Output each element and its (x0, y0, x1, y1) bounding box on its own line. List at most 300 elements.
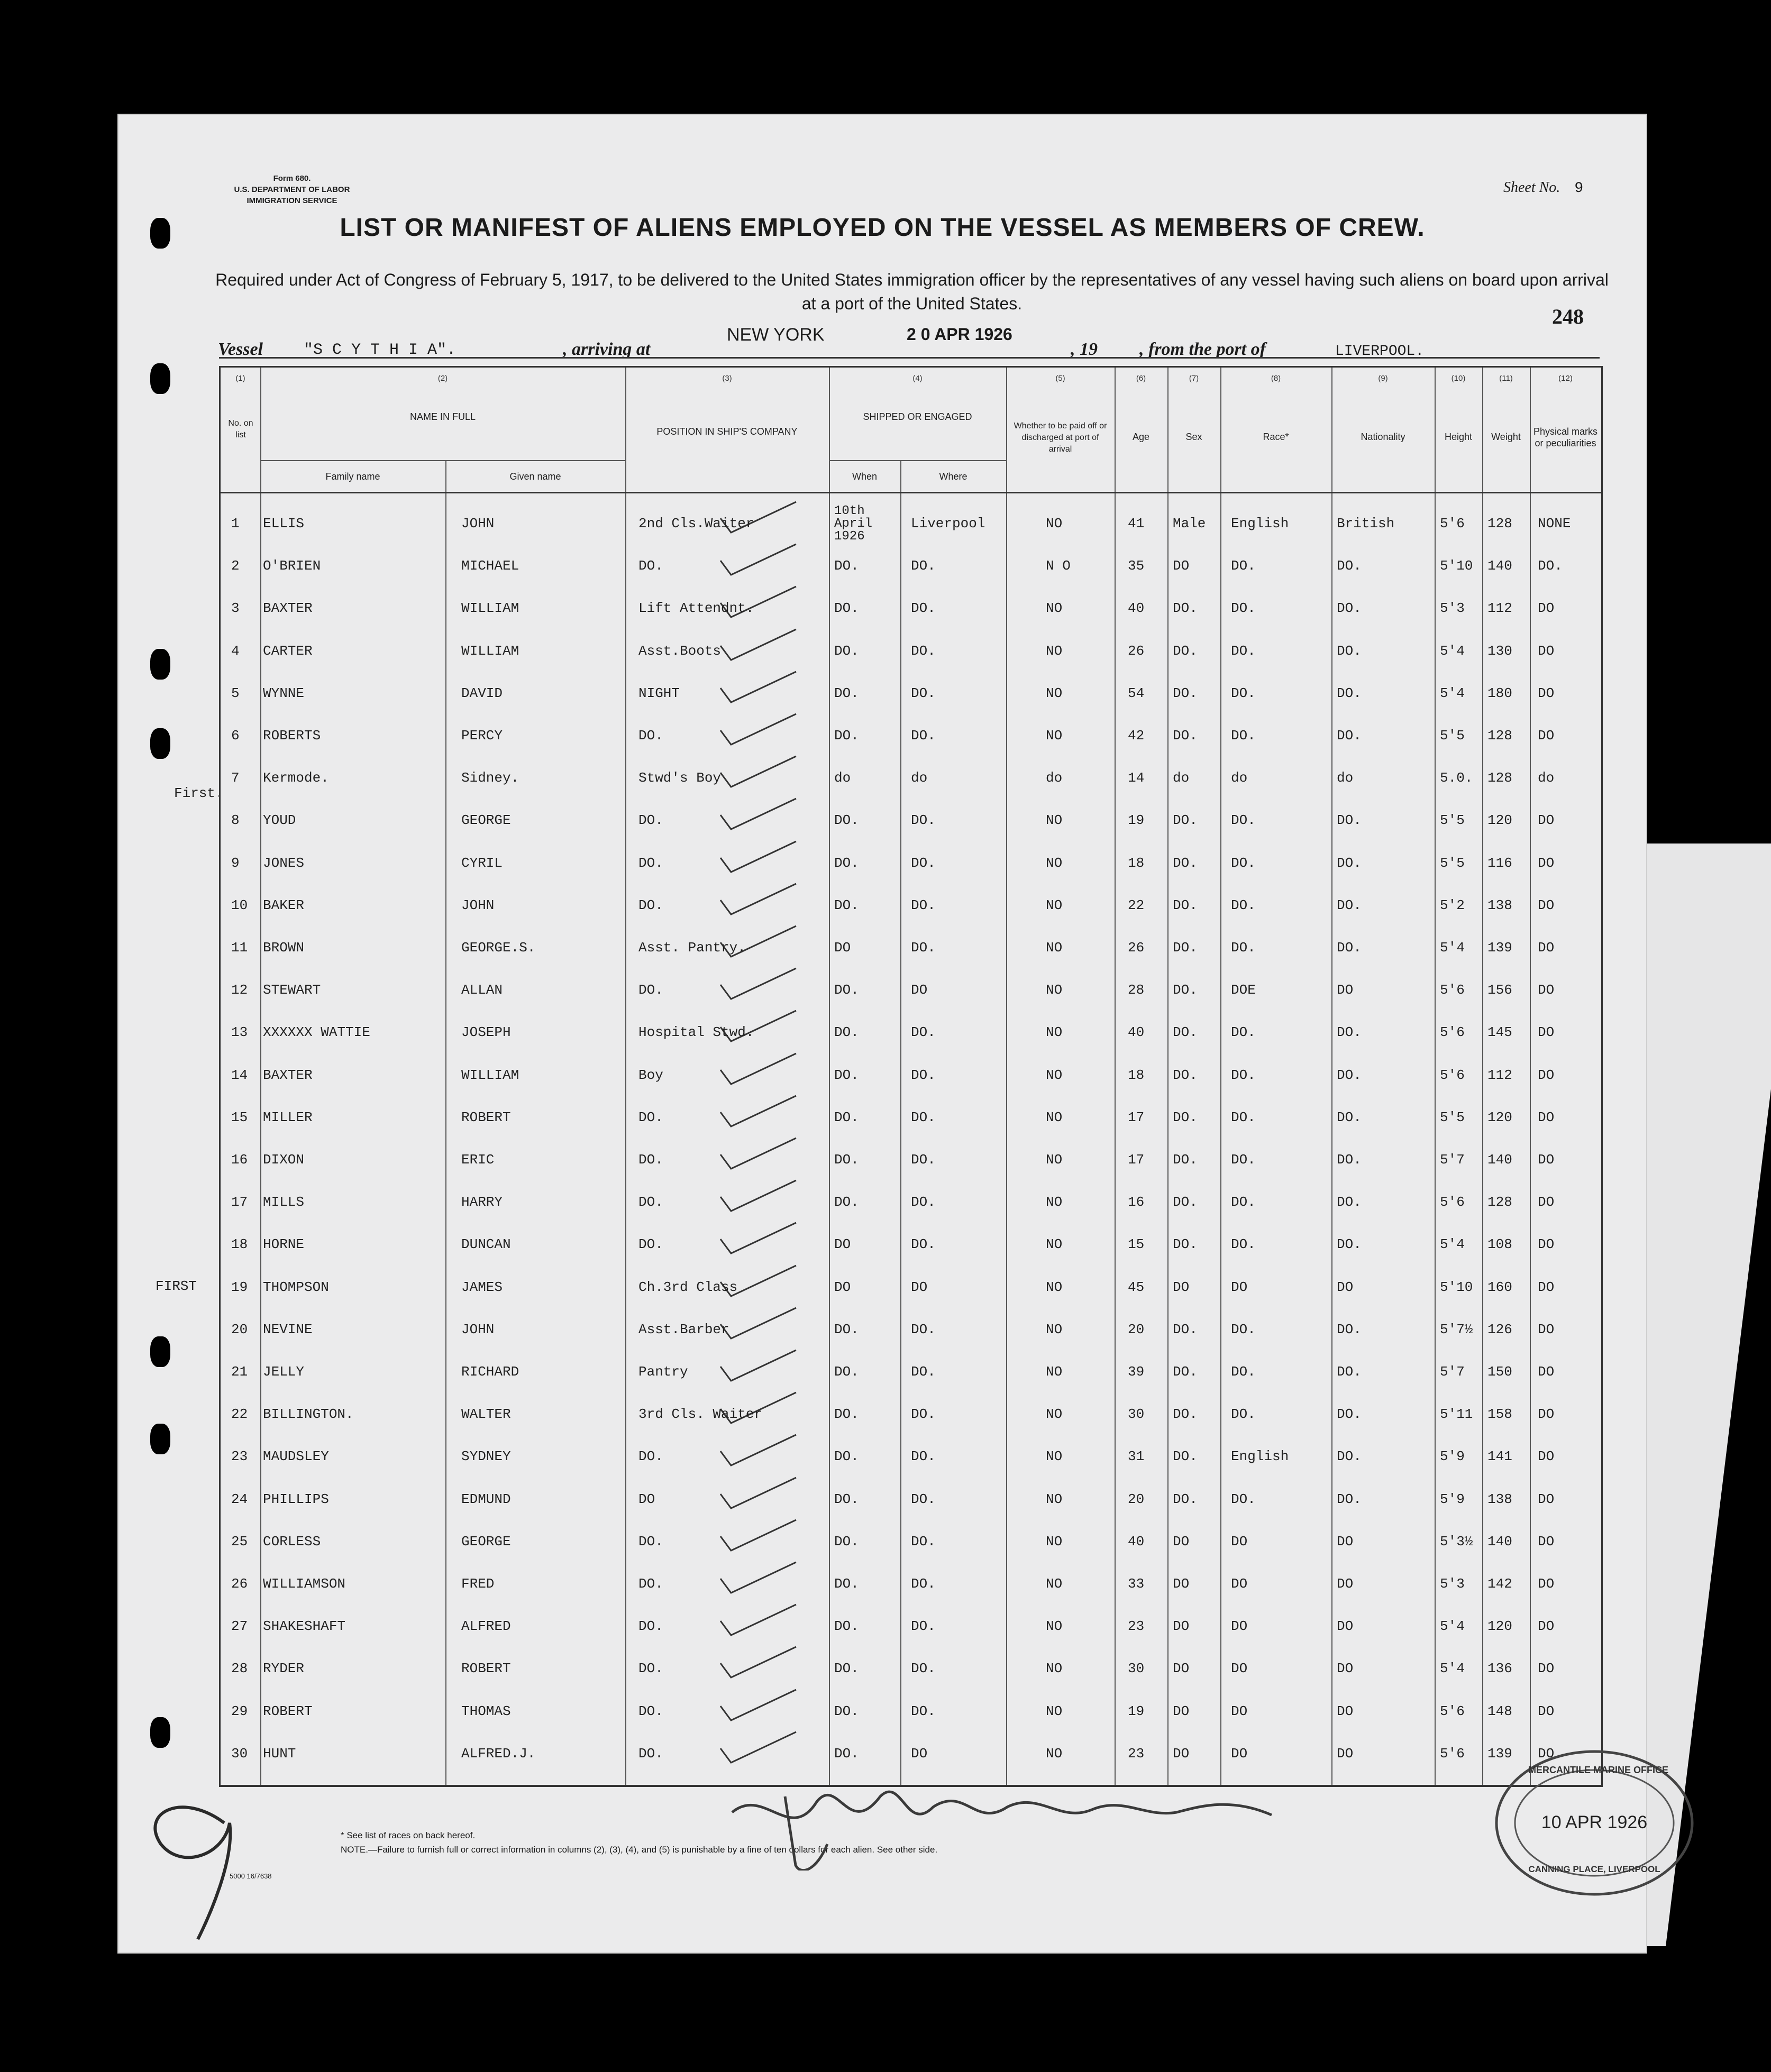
cell-age: 17 (1128, 1109, 1145, 1125)
cell-position: DO. (638, 1745, 663, 1762)
vessel-name: "S C Y T H I A". (304, 341, 457, 359)
cell-height: 5'6 (1440, 516, 1465, 531)
cell-height: 5'6 (1440, 1024, 1465, 1041)
cell-given-name: JOHN (461, 516, 495, 531)
table-row (221, 1019, 1601, 1060)
cell-age: 15 (1128, 1236, 1145, 1253)
header-nationality: Nationality (1361, 432, 1405, 442)
cell-given-name: ERIC (461, 1152, 495, 1168)
cell-height: 5.0. (1440, 770, 1473, 786)
cell-height: 5'4 (1440, 1661, 1465, 1677)
cell-given-name: ROBERT (461, 1109, 511, 1125)
cell-given-name: EDMUND (461, 1491, 511, 1507)
column-number: (2) (437, 374, 448, 383)
cell-race: DOE (1231, 982, 1256, 998)
cell-paid-off: NO (1046, 1236, 1063, 1253)
cell-race: DO. (1231, 558, 1256, 574)
cell-physical-marks: DO (1538, 643, 1555, 659)
cell-shipped-when: DO. (834, 812, 859, 829)
check-mark (718, 1475, 797, 1512)
cell-paid-off: NO (1046, 600, 1063, 617)
cell-row-number: 18 (231, 1236, 248, 1253)
cell-row-number: 23 (231, 1448, 248, 1465)
punch-hole (150, 649, 170, 680)
cell-given-name: WILLIAM (461, 1067, 519, 1083)
check-mark (718, 1560, 797, 1597)
cell-race: DO. (1231, 643, 1256, 659)
cell-weight: 140 (1487, 1152, 1512, 1168)
cell-sex: DO. (1173, 728, 1198, 744)
cell-shipped-where: do (911, 770, 928, 786)
table-row (221, 1316, 1601, 1358)
cell-shipped-where: DO. (911, 728, 936, 744)
cell-physical-marks: DO (1538, 1024, 1555, 1041)
cell-paid-off: NO (1046, 1194, 1063, 1211)
cell-row-number: 6 (231, 728, 240, 744)
cell-nationality: DO (1337, 1279, 1354, 1295)
cell-weight: 112 (1487, 600, 1512, 617)
cell-age: 31 (1128, 1448, 1145, 1465)
cell-given-name: ALLAN (461, 982, 503, 998)
cell-given-name: PERCY (461, 728, 503, 744)
cell-paid-off: NO (1046, 1109, 1063, 1125)
cell-family-name: CARTER (263, 643, 313, 659)
cell-shipped-when: DO. (834, 855, 859, 871)
cell-given-name: DAVID (461, 685, 503, 701)
cell-nationality: DO (1337, 982, 1354, 998)
cell-sex: DO. (1173, 643, 1198, 659)
cell-weight: 140 (1487, 1533, 1512, 1550)
table-row (221, 892, 1601, 933)
cell-family-name: BILLINGTON. (263, 1406, 354, 1423)
cell-height: 5'4 (1440, 1618, 1465, 1635)
cell-age: 42 (1128, 728, 1145, 744)
cell-position: DO. (638, 558, 663, 574)
cell-nationality: DO. (1337, 1109, 1362, 1125)
cell-weight: 126 (1487, 1321, 1512, 1337)
cell-position: Lift Attendnt. (638, 600, 754, 617)
vessel-line-rule (219, 357, 1600, 359)
cell-family-name: O'BRIEN (263, 558, 321, 574)
cell-weight: 180 (1487, 685, 1512, 701)
cell-shipped-when: DO. (834, 1745, 859, 1762)
header-where: Where (939, 471, 967, 482)
cell-race: DO. (1231, 1109, 1256, 1125)
cell-shipped-where: DO. (911, 1067, 936, 1083)
cell-family-name: NEVINE (263, 1321, 313, 1337)
cell-given-name: JAMES (461, 1279, 503, 1295)
cell-sex: DO. (1173, 1194, 1198, 1211)
cell-height: 5'5 (1440, 728, 1465, 744)
stamp-office: MERCANTILE MARINE OFFICE (1528, 1765, 1668, 1775)
cell-position: DO. (638, 728, 663, 744)
cell-row-number: 13 (231, 1024, 248, 1041)
cell-sex: DO (1173, 1279, 1190, 1295)
table-row (221, 1359, 1601, 1400)
cell-age: 23 (1128, 1745, 1145, 1762)
cell-nationality: do (1337, 770, 1354, 786)
cell-row-number: 12 (231, 982, 248, 998)
cell-row-number: 2 (231, 558, 240, 574)
cell-position: NIGHT (638, 685, 680, 701)
check-mark (718, 839, 797, 876)
cell-height: 5'3½ (1440, 1533, 1473, 1550)
cell-paid-off: NO (1046, 728, 1063, 744)
footnote-note: NOTE.—Failure to furnish full or correct information in columns (2), (3), (4), and (5) is punishable by a fine of ten dollars for each alien. See other side. (341, 1845, 938, 1855)
cell-family-name: PHILLIPS (263, 1491, 329, 1507)
cell-sex: DO. (1173, 982, 1198, 998)
cell-physical-marks: DO (1538, 1406, 1555, 1423)
cell-age: 30 (1128, 1661, 1145, 1677)
cell-age: 18 (1128, 855, 1145, 871)
cell-height: 5'3 (1440, 1576, 1465, 1592)
check-mark (718, 882, 797, 919)
cell-sex: do (1173, 770, 1190, 786)
cell-position: Stwd's Boy (638, 770, 722, 786)
cell-weight: 138 (1487, 1491, 1512, 1507)
cell-age: 33 (1128, 1576, 1145, 1592)
cell-given-name: MICHAEL (461, 558, 519, 574)
cell-position: DO. (638, 1533, 663, 1550)
cell-position: 3rd Cls. Waiter (638, 1406, 763, 1423)
cell-shipped-when: DO. (834, 1406, 859, 1423)
cell-height: 5'5 (1440, 812, 1465, 829)
cell-height: 5'4 (1440, 685, 1465, 701)
header-weight: Weight (1491, 432, 1521, 442)
form-department: U.S. DEPARTMENT OF LABOR (234, 185, 350, 194)
cell-race: DO. (1231, 1236, 1256, 1253)
cell-given-name: RICHARD (461, 1364, 519, 1380)
cell-physical-marks: DO (1538, 1364, 1555, 1380)
cell-weight: 160 (1487, 1279, 1512, 1295)
cell-sex: DO. (1173, 1024, 1198, 1041)
cell-weight: 112 (1487, 1067, 1512, 1083)
cell-shipped-when: DO. (834, 1024, 859, 1041)
cell-family-name: XXXXXX WATTIE (263, 1024, 370, 1041)
cell-age: 35 (1128, 558, 1145, 574)
cell-shipped-where: DO. (911, 1194, 936, 1211)
cell-sex: DO. (1173, 1491, 1198, 1507)
cell-family-name: ROBERT (263, 1703, 313, 1719)
cell-nationality: DO. (1337, 897, 1362, 913)
cell-physical-marks: DO (1538, 1067, 1555, 1083)
cell-age: 40 (1128, 1533, 1145, 1550)
vessel-label: Vessel (218, 340, 263, 359)
cell-age: 26 (1128, 940, 1145, 956)
cell-sex: DO (1173, 1661, 1190, 1677)
cell-sex: DO (1173, 1618, 1190, 1635)
cell-family-name: ROBERTS (263, 728, 321, 744)
cell-nationality: DO. (1337, 685, 1362, 701)
cell-family-name: BROWN (263, 940, 305, 956)
cell-height: 5'4 (1440, 1236, 1465, 1253)
table-row (221, 1104, 1601, 1145)
cell-nationality: DO. (1337, 812, 1362, 829)
cell-race: DO. (1231, 1491, 1256, 1507)
cell-height: 5'7 (1440, 1152, 1465, 1168)
cell-nationality: DO. (1337, 643, 1362, 659)
cell-nationality: DO. (1337, 1152, 1362, 1168)
cell-sex: DO. (1173, 812, 1198, 829)
cell-age: 17 (1128, 1152, 1145, 1168)
cell-sex: DO. (1173, 600, 1198, 617)
mercantile-marine-office-stamp (1489, 1744, 1700, 1902)
cell-race: DO. (1231, 685, 1256, 701)
cell-weight: 136 (1487, 1661, 1512, 1677)
side-note-first: FIRST (156, 1278, 197, 1294)
header-name-in-full: NAME IN FULL (409, 411, 476, 422)
cell-given-name: WALTER (461, 1406, 511, 1423)
stamp-number: 248 (1552, 305, 1584, 328)
form-identifier (231, 173, 353, 206)
cell-race: DO. (1231, 1364, 1256, 1380)
cell-physical-marks: DO (1538, 1109, 1555, 1125)
cell-race: DO. (1231, 1024, 1256, 1041)
cell-paid-off: NO (1046, 855, 1063, 871)
cell-family-name: STEWART (263, 982, 321, 998)
cell-age: 19 (1128, 1703, 1145, 1719)
crew-table (219, 366, 1603, 1787)
check-mark (718, 1602, 797, 1639)
cell-height: 5'11 (1440, 1406, 1473, 1423)
cell-position: Asst.Boots (638, 643, 722, 659)
cell-position: DO. (638, 1194, 663, 1211)
cell-shipped-when: DO (834, 1236, 851, 1253)
table-row (221, 1189, 1601, 1230)
cell-physical-marks: DO (1538, 600, 1555, 617)
cell-shipped-where: DO. (911, 1109, 936, 1125)
cell-shipped-when: DO. (834, 1703, 859, 1719)
cell-shipped-when: DO. (834, 1194, 859, 1211)
table-row (221, 977, 1601, 1018)
cell-height: 5'6 (1440, 982, 1465, 998)
cell-sex: Male (1173, 516, 1206, 531)
table-row (221, 1147, 1601, 1188)
cell-shipped-where: DO. (911, 1661, 936, 1677)
cell-sex: DO. (1173, 1364, 1198, 1380)
cell-age: 18 (1128, 1067, 1145, 1083)
cell-row-number: 16 (231, 1152, 248, 1168)
cell-race: do (1231, 770, 1248, 786)
cell-position: Ch.3rd Class (638, 1279, 738, 1295)
cell-race: English (1231, 516, 1289, 531)
cell-height: 5'6 (1440, 1067, 1465, 1083)
cell-weight: 140 (1487, 558, 1512, 574)
cell-race: DO (1231, 1703, 1248, 1719)
cell-position: Hospital Stwd. (638, 1024, 754, 1041)
check-mark (718, 1136, 797, 1173)
cell-weight: 128 (1487, 516, 1512, 531)
cell-race: DO. (1231, 600, 1256, 617)
table-row (221, 765, 1601, 806)
cell-shipped-where: DO. (911, 1618, 936, 1635)
table-row (221, 722, 1601, 764)
cell-row-number: 9 (231, 855, 240, 871)
cell-position: DO. (638, 1618, 663, 1635)
column-number: (4) (912, 374, 923, 383)
cell-race: DO. (1231, 812, 1256, 829)
header-family-name: Family name (325, 471, 380, 482)
table-row (221, 1486, 1601, 1527)
punch-hole (150, 363, 170, 394)
cell-shipped-where: DO. (911, 1448, 936, 1465)
punch-hole (150, 1336, 170, 1367)
column-number: (3) (722, 374, 732, 383)
column-number: (10) (1451, 374, 1466, 383)
cell-family-name: BAKER (263, 897, 305, 913)
cell-position: DO. (638, 1152, 663, 1168)
cell-given-name: Sidney. (461, 770, 519, 786)
cell-family-name: MILLER (263, 1109, 313, 1125)
cell-weight: 120 (1487, 812, 1512, 829)
cell-height: 5'4 (1440, 940, 1465, 956)
cell-shipped-where: DO. (911, 643, 936, 659)
cell-weight: 128 (1487, 728, 1512, 744)
check-mark (718, 754, 797, 791)
cell-weight: 139 (1487, 1745, 1512, 1762)
cell-position: DO (638, 1491, 655, 1507)
check-mark (718, 796, 797, 833)
cell-family-name: WYNNE (263, 685, 305, 701)
column-number: (1) (235, 374, 245, 383)
cell-shipped-where: DO. (911, 1406, 936, 1423)
cell-shipped-where: DO. (911, 1576, 936, 1592)
cell-family-name: THOMPSON (263, 1279, 329, 1295)
punch-hole (150, 728, 170, 759)
table-row (221, 553, 1601, 594)
cell-nationality: DO (1337, 1661, 1354, 1677)
cell-sex: DO. (1173, 1109, 1198, 1125)
cell-given-name: THOMAS (461, 1703, 511, 1719)
cell-nationality: DO (1337, 1533, 1354, 1550)
cell-shipped-where: DO. (911, 685, 936, 701)
cell-height: 5'4 (1440, 643, 1465, 659)
header-position: POSITION IN SHIP'S COMPANY (656, 426, 798, 437)
check-mark (718, 1051, 797, 1088)
table-row (221, 638, 1601, 679)
cell-family-name: BAXTER (263, 600, 313, 617)
check-mark (718, 670, 797, 707)
cell-given-name: JOSEPH (461, 1024, 511, 1041)
cell-sex: DO (1173, 1533, 1190, 1550)
cell-age: 22 (1128, 897, 1145, 913)
cell-paid-off: NO (1046, 1703, 1063, 1719)
cell-weight: 128 (1487, 770, 1512, 786)
cell-family-name: DIXON (263, 1152, 305, 1168)
cell-nationality: DO (1337, 1618, 1354, 1635)
cell-age: 30 (1128, 1406, 1145, 1423)
cell-physical-marks: DO (1538, 1618, 1555, 1635)
header-rule (829, 460, 1006, 461)
cell-race: DO. (1231, 1194, 1256, 1211)
punch-hole (150, 1424, 170, 1454)
cell-given-name: GEORGE (461, 1533, 511, 1550)
cell-paid-off: NO (1046, 1067, 1063, 1083)
cell-paid-off: NO (1046, 1024, 1063, 1041)
header-no-on-list: No. on list (228, 419, 253, 439)
cell-shipped-where: DO. (911, 1491, 936, 1507)
cell-family-name: JONES (263, 855, 305, 871)
cell-shipped-where: Liverpool (911, 516, 985, 531)
column-number: (8) (1271, 374, 1281, 383)
cell-paid-off: NO (1046, 1618, 1063, 1635)
cell-paid-off: NO (1046, 812, 1063, 829)
year-label: , 19 (1071, 340, 1098, 359)
cell-weight: 148 (1487, 1703, 1512, 1719)
cell-age: 16 (1128, 1194, 1145, 1211)
table-row (221, 850, 1601, 891)
cell-height: 5'10 (1440, 1279, 1473, 1295)
cell-shipped-when: DO. (834, 1618, 859, 1635)
cell-physical-marks: DO (1538, 982, 1555, 998)
cell-position: DO. (638, 1576, 663, 1592)
cell-shipped-when: DO. (834, 643, 859, 659)
cell-age: 20 (1128, 1491, 1145, 1507)
check-mark (718, 1094, 797, 1131)
cell-paid-off: NO (1046, 1364, 1063, 1380)
cell-physical-marks: DO (1538, 855, 1555, 871)
cell-row-number: 4 (231, 643, 240, 659)
cell-shipped-when: DO. (834, 558, 859, 574)
cell-given-name: JOHN (461, 897, 495, 913)
cell-shipped-where: DO. (911, 855, 936, 871)
cell-sex: DO. (1173, 1152, 1198, 1168)
header-shipped-engaged: SHIPPED OR ENGAGED (863, 411, 972, 422)
header-sex: Sex (1185, 432, 1202, 442)
cell-row-number: 5 (231, 685, 240, 701)
cell-position: 2nd Cls.Waiter (638, 516, 754, 531)
cell-race: DO (1231, 1576, 1248, 1592)
cell-race: DO. (1231, 1067, 1256, 1083)
sheet-number-value: 9 (1574, 180, 1584, 197)
cell-sex: DO (1173, 558, 1190, 574)
cell-weight: 120 (1487, 1618, 1512, 1635)
cell-weight: 145 (1487, 1024, 1512, 1041)
cell-shipped-where: DO (911, 1745, 928, 1762)
column-number: (5) (1055, 374, 1065, 383)
cell-shipped-where: DO. (911, 897, 936, 913)
check-mark (718, 542, 797, 579)
cell-weight: 156 (1487, 982, 1512, 998)
cell-given-name: ALFRED (461, 1618, 511, 1635)
table-row (221, 1528, 1601, 1570)
check-mark (718, 1518, 797, 1555)
cell-age: 26 (1128, 643, 1145, 659)
cell-shipped-when: DO. (834, 1109, 859, 1125)
cell-height: 5'3 (1440, 600, 1465, 617)
cell-weight: 158 (1487, 1406, 1512, 1423)
cell-position: DO. (638, 1109, 663, 1125)
cell-given-name: HARRY (461, 1194, 503, 1211)
check-mark (718, 1730, 797, 1767)
cell-position: DO. (638, 897, 663, 913)
cell-physical-marks: NONE (1538, 516, 1571, 531)
check-mark (718, 1433, 797, 1470)
cell-family-name: ELLIS (263, 516, 305, 531)
cell-position: DO. (638, 855, 663, 871)
cell-row-number: 17 (231, 1194, 248, 1211)
cell-height: 5'6 (1440, 1194, 1465, 1211)
cell-race: DO. (1231, 728, 1256, 744)
cell-family-name: JELLY (263, 1364, 305, 1380)
cell-paid-off: NO (1046, 516, 1063, 531)
sheet-label: Sheet No. (1503, 179, 1560, 196)
cell-family-name: CORLESS (263, 1533, 321, 1550)
cell-nationality: DO (1337, 1745, 1354, 1762)
cell-position: DO. (638, 982, 663, 998)
cell-row-number: 28 (231, 1661, 248, 1677)
cell-age: 54 (1128, 685, 1145, 701)
